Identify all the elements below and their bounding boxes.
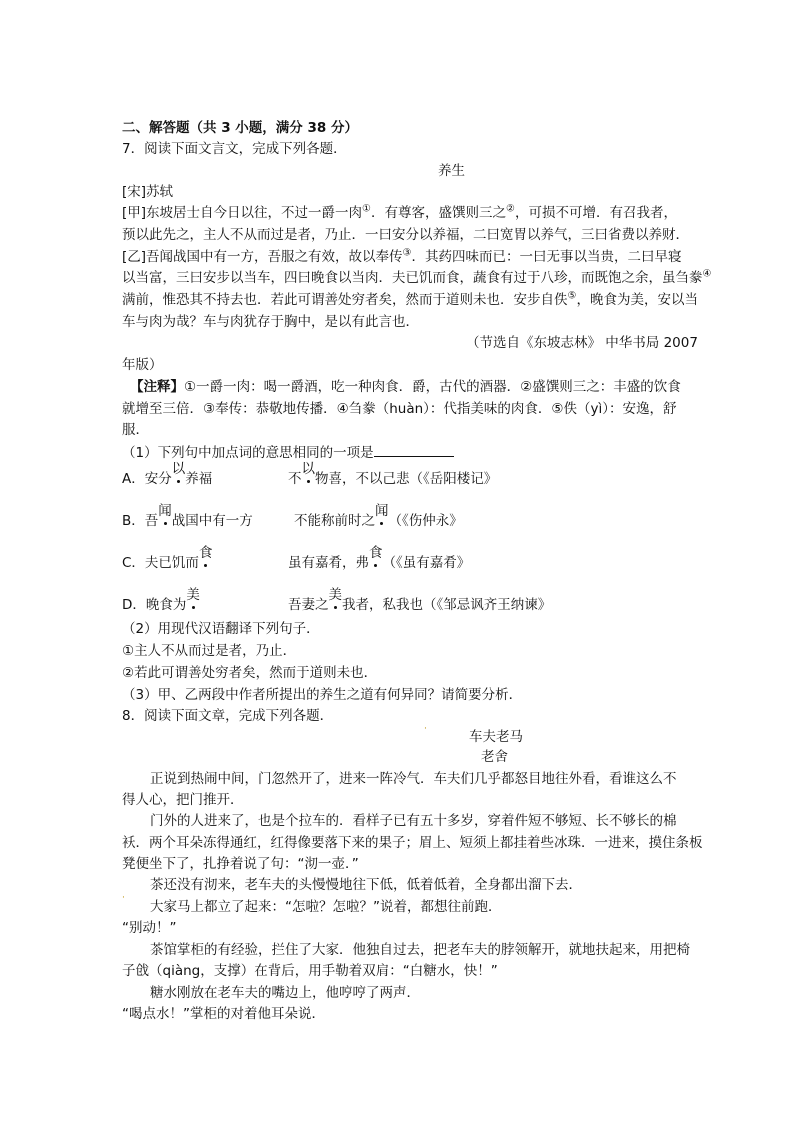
speck-mark: · xyxy=(122,893,125,903)
q7-sub2-item1: ①主人不从而过是者，乃止． xyxy=(122,643,297,659)
q8-title: 车夫老马 xyxy=(469,729,523,745)
q8-para2-line3: 凳便坐下了，扎挣着说了句：“沏一壶．” xyxy=(122,856,359,872)
option-c-right: 虽有嘉肴，弗食（《虽有嘉肴》 xyxy=(288,545,471,571)
q7-jia-line1: [甲]东坡居士自今日以往，不过一爵一肉①．有尊客，盛馔则三之②，可损不可增．有召我者， xyxy=(122,203,677,221)
q7-stem: 7．阅读下面文言文，完成下列各题． xyxy=(122,141,347,157)
q8-para5: “别动！” xyxy=(122,920,177,936)
q8-para3: 茶还没有沏来，老车夫的头慢慢地往下低，低着低着，全身都出溜下去． xyxy=(150,877,582,893)
answer-blank xyxy=(374,443,454,457)
q8-para2-line1: 门外的人进来了，也是个拉车的．看样子已有五十多岁，穿着件短不够短、长不够长的棉 xyxy=(150,813,677,829)
q7-sub2: （2）用现代汉语翻译下列句子． xyxy=(122,621,320,637)
q7-notes-line2: 就增至三倍．③奉传：恭敬地传播．④刍豢（huàn）：代指美味的肉食．⑤佚（yì）：安逸，舒 xyxy=(122,401,677,417)
speck-mark: · xyxy=(424,724,427,734)
q7-sub2-item2: ②若此可谓善处穷者矣，然而于道则未也． xyxy=(122,665,378,681)
q7-author: [宋]苏轼 xyxy=(122,184,174,200)
q8-author: 老舍 xyxy=(481,749,508,765)
q7-yi-line3: 满前，惟恐其不持去也．若此可谓善处穷者矣，然而于道则未也．安步自佚⑤，晚食为美，安以当 xyxy=(122,290,698,308)
q8-para6-line2: 子戗（qiàng，支撑）在背后，用手勒着双肩：“白糖水，快！” xyxy=(122,963,498,979)
q8-para1-line2: 得人心，把门推开． xyxy=(122,792,244,808)
q7-yi-line2: 以当富，三曰安步以当车，四曰晚食以当肉．夫已饥而食，蔬食有过于八珍，而既饱之余，虽刍豢④ xyxy=(122,268,712,286)
q8-stem: 8．阅读下面文章，完成下列各题． xyxy=(122,708,334,724)
option-a-left: A．安分以养福 xyxy=(122,461,213,487)
option-d-right: 吾妻之美我者，私我也（《邹忌讽齐王纳谏》 xyxy=(288,587,552,613)
q7-yi-line1: [乙]吾闻战国中有一方，吾服之有效，故以奉传③．其药四味而已：一曰无事以当贵，二曰早寝 xyxy=(122,247,682,265)
q7-yi-line4: 车与肉为哉？车与肉犹存于胸中，是以有此言也． xyxy=(122,314,419,330)
q7-source-line1: （节选自《东坡志林》 中华书局 2007 xyxy=(466,335,698,351)
q8-para4: 大家马上都立了起来：“怎啦？怎啦？”说着，都想往前跑． xyxy=(150,899,502,915)
option-b-left: B．吾闻战国中有一方 xyxy=(122,503,253,529)
q7-jia-line2: 预以此先之，主人不从而过是者，乃止．一曰安分以养福，二曰宽胃以养气，三曰省费以养财． xyxy=(122,227,689,243)
q7-sub1: （1）下列句中加点词的意思相同的一项是 xyxy=(122,443,454,462)
q8-para6-line1: 茶馆掌柜的有经验，拦住了大家．他独自过去，把老车夫的脖领解开，就地扶起来，用把椅 xyxy=(150,942,690,958)
q8-para7: 糖水刚放在老车夫的嘴边上，他哼哼了两声． xyxy=(150,985,420,1001)
q7-notes-line3: 服． xyxy=(122,422,149,438)
option-a-right: 不以物喜，不以己悲（《岳阳楼记》 xyxy=(288,461,498,487)
q7-sub3: （3）甲、乙两段中作者所提出的养生之道有何异同？请简要分析． xyxy=(122,687,523,703)
q7-notes-line1: 【注释】①一爵一肉：喝一爵酒，吃一种肉食．爵，古代的酒器．②盛馔则三之：丰盛的饮食 xyxy=(130,379,681,395)
option-b-right: 不能称前时之闻（《伤仲永》 xyxy=(294,503,463,529)
option-c-left: C．夫已饥而食 xyxy=(122,545,213,571)
q8-para8: “喝点水！”掌柜的对着他耳朵说． xyxy=(122,1006,325,1022)
section-heading: 二、解答题（共 3 小题，满分 38 分） xyxy=(122,120,358,136)
option-d-left: D．晚食为美 xyxy=(122,587,200,613)
q8-para1-line1: 正说到热闹中间，门忽然开了，进来一阵冷气．车夫们几乎都怒目地往外看，看谁这么不 xyxy=(150,771,677,787)
q8-para2-line2: 袄．两个耳朵冻得通红，红得像要落下来的果子；眉上、短须上都挂着些冰珠．一进来，摸住条板 xyxy=(122,835,703,851)
q7-title: 养生 xyxy=(438,163,465,179)
q7-source-line2: 年版） xyxy=(122,357,163,373)
